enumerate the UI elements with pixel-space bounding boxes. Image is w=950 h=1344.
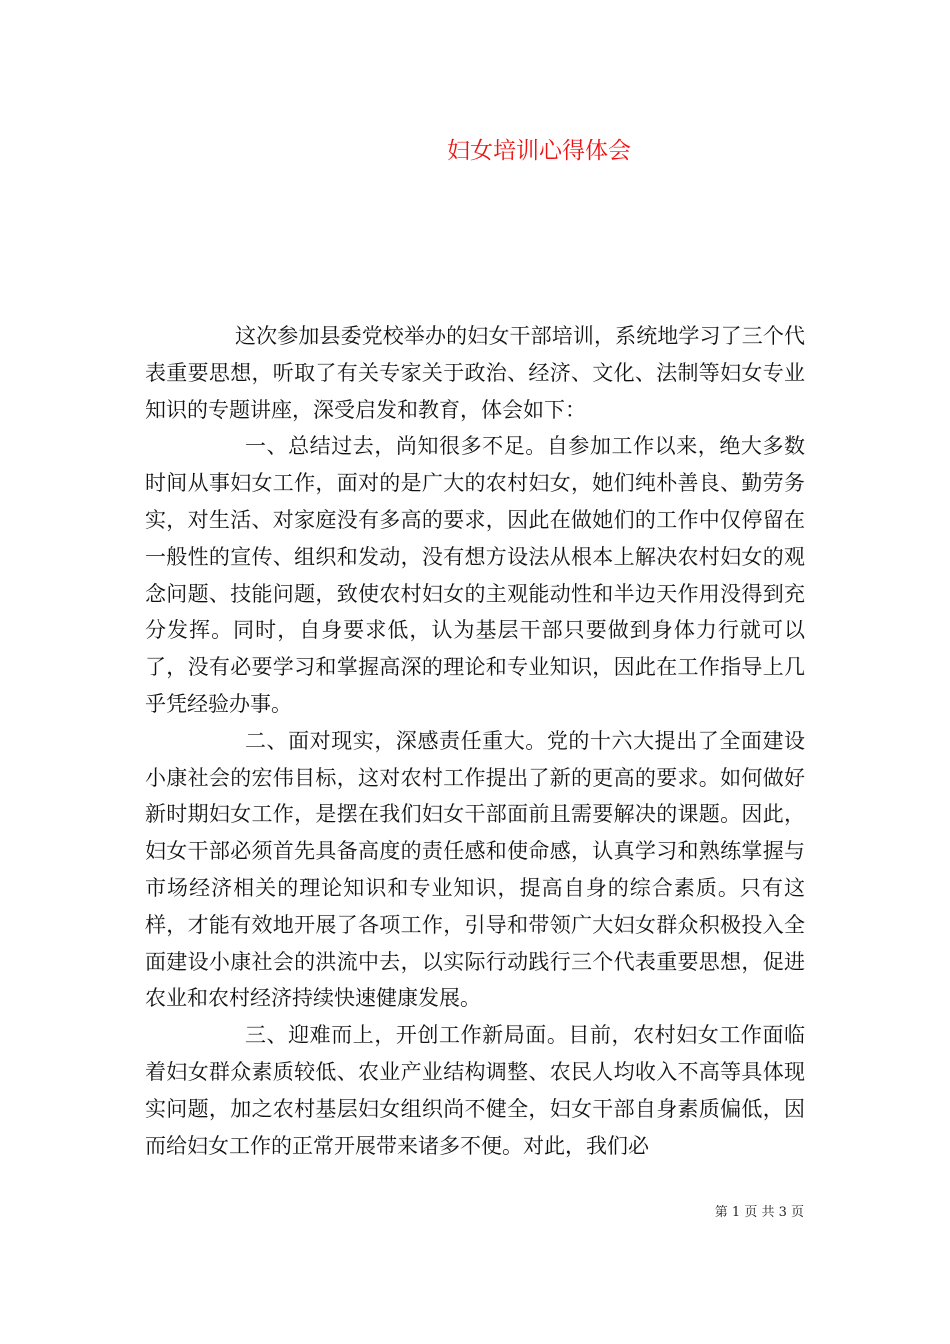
paragraph-intro: 这次参加县委党校举办的妇女干部培训，系统地学习了三个代表重要思想，听取了有关专家关于政治、经济、文化、法制等妇女专业知识的专题讲座，深受启发和教育，体会如下： — [145, 324, 805, 422]
paragraph-section-2: 二、面对现实，深感责任重大。党的十六大提出了全面建设小康社会的宏伟目标，这对农村工作提出了新的更高的要求。如何做好新时期妇女工作，是摆在我们妇女干部面前且需要解决的课题。因此，妇女干部必须首先具备高度的责任感和使命感，认真学习和熟练掌握与市场经济相关的理论知识和专业知识，提高自身的综合素质。只有这样，才能有效地开展了各项工作，引导和带领广大妇女群众积极投入全面建设小康社会的洪流中去，以实际行动践行三个代表重要思想，促进农业和农村经济持续快速健康发展。 — [145, 728, 805, 1011]
page-number: 第 1 页 共 3 页 — [714, 1205, 804, 1220]
document-title: 妇女培训心得体会 — [447, 138, 631, 164]
paragraph-section-3: 三、迎难而上，开创工作新局面。目前，农村妇女工作面临着妇女群众素质较低、农业产业结构调整、农民人均收入不高等具体现实问题，加之农村基层妇女组织尚不健全，妇女干部自身素质偏低，因而给妇女工作的正常开展带来诸多不便。对此，我们必 — [145, 1023, 805, 1158]
paragraph-section-1: 一、总结过去，尚知很多不足。自参加工作以来，绝大多数时间从事妇女工作，面对的是广大的农村妇女，她们纯朴善良、勤劳务实，对生活、对家庭没有多高的要求，因此在做她们的工作中仅停留在一般性的宣传、组织和发动，没有想方设法从根本上解决农村妇女的观念问题、技能问题，致使农村妇女的主观能动性和半边天作用没得到充分发挥。同时，自身要求低，认为基层干部只要做到身体力行就可以了，没有必要学习和掌握高深的理论和专业知识，因此在工作指导上几乎凭经验办事。 — [145, 434, 805, 716]
document-body — [145, 318, 805, 1164]
